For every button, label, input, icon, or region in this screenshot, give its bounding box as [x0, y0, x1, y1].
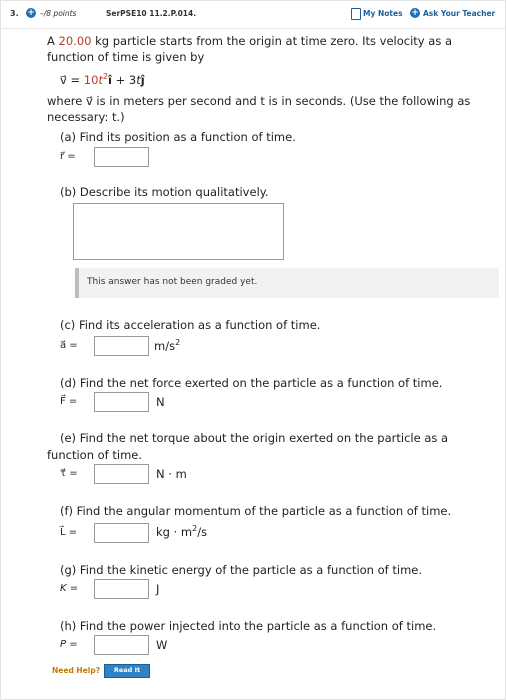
- need-help-label: Need Help?: [52, 666, 101, 675]
- question-header: [0, 0, 506, 29]
- read-it-button[interactable]: [104, 664, 150, 678]
- part-f-unit: [156, 524, 207, 539]
- ask-teacher-link[interactable]: Ask Your Teacher: [423, 9, 496, 18]
- equation-t: t: [98, 72, 103, 87]
- intro-text-a: A: [47, 34, 55, 48]
- part-g-symbol: K =: [60, 583, 79, 594]
- part-f-unit-exponent: 2: [192, 524, 198, 533]
- part-a-answer-input[interactable]: [94, 147, 149, 167]
- part-f-unit-tail: /s: [197, 524, 208, 539]
- intro-text-b: kg particle starts from the origin at time zero. Its velocity as a: [95, 34, 453, 48]
- part-c-unit: [154, 338, 180, 353]
- part-e-answer-input[interactable]: [94, 464, 149, 484]
- part-e-prompt-line-2: function of time.: [47, 448, 143, 462]
- graded-notice: [75, 268, 499, 298]
- part-c-answer-input[interactable]: [94, 336, 149, 356]
- part-f-answer-input[interactable]: [94, 523, 149, 543]
- part-d-unit: N: [156, 395, 165, 409]
- equation-coefficient: 10: [83, 72, 99, 87]
- part-h-unit: W: [156, 638, 168, 652]
- equation-j-hat: ĵ: [140, 72, 145, 87]
- part-d-prompt: (d) Find the net force exerted on the particle as a function of time.: [60, 376, 443, 390]
- question-number: 3.: [10, 9, 19, 18]
- desc-line-1: where v⃗ is in meters per second and t is in seconds. (Use the following as: [47, 94, 471, 108]
- velocity-equation: [60, 72, 145, 87]
- part-d-symbol: F⃗ =: [60, 396, 78, 407]
- part-a-prompt: (a) Find its position as a function of time.: [60, 130, 296, 144]
- part-c-symbol: a⃗ =: [60, 340, 78, 351]
- notes-icon[interactable]: [351, 8, 361, 20]
- intro-line-2: function of time is given by: [47, 50, 205, 64]
- part-h-answer-input[interactable]: [94, 635, 149, 655]
- problem-code: SerPSE10 11.2.P.014.: [106, 9, 197, 18]
- equation-i-hat: î: [108, 72, 112, 87]
- part-h-prompt: (h) Find the power injected into the particle as a function of time.: [60, 619, 437, 633]
- part-g-prompt: (g) Find the kinetic energy of the particle as a function of time.: [60, 563, 423, 577]
- read-it-label: Read It: [113, 666, 141, 674]
- part-a-symbol: r⃗ =: [60, 151, 76, 162]
- part-c-unit-base: m/s: [154, 338, 176, 353]
- part-e-prompt-line-1: (e) Find the net torque about the origin exerted on the particle as a: [60, 431, 449, 445]
- equation-lhs: v⃗ =: [60, 72, 81, 87]
- equation-t2: t: [136, 72, 141, 87]
- desc-line-2: necessary: t.): [47, 110, 125, 124]
- ask-teacher-plus-icon[interactable]: +: [411, 8, 419, 18]
- expand-plus-icon[interactable]: +: [27, 8, 35, 18]
- part-f-symbol: L⃗ =: [60, 527, 78, 538]
- part-e-symbol: τ⃗ =: [60, 468, 78, 479]
- part-d-answer-input[interactable]: [94, 392, 149, 412]
- equation-exponent: 2: [102, 72, 109, 81]
- part-b-prompt: (b) Describe its motion qualitatively.: [60, 185, 269, 199]
- part-g-unit: J: [156, 582, 160, 596]
- equation-plus: + 3: [115, 72, 137, 87]
- part-f-prompt: (f) Find the angular momentum of the particle as a function of time.: [60, 504, 452, 518]
- part-h-symbol: P =: [60, 639, 78, 650]
- graded-notice-text: This answer has not been graded yet.: [87, 277, 258, 287]
- mass-value: 20.00: [58, 34, 92, 48]
- part-c-prompt: (c) Find its acceleration as a function of time.: [60, 318, 321, 332]
- part-e-unit: N · m: [156, 467, 187, 481]
- my-notes-link[interactable]: My Notes: [363, 9, 403, 18]
- part-c-unit-exponent: 2: [175, 338, 181, 347]
- part-b-answer-textarea[interactable]: [73, 203, 284, 260]
- intro-line-1: [47, 34, 452, 48]
- part-f-unit-base: kg · m: [156, 524, 193, 539]
- part-g-answer-input[interactable]: [94, 579, 149, 599]
- points-label: –/8 points: [40, 9, 77, 18]
